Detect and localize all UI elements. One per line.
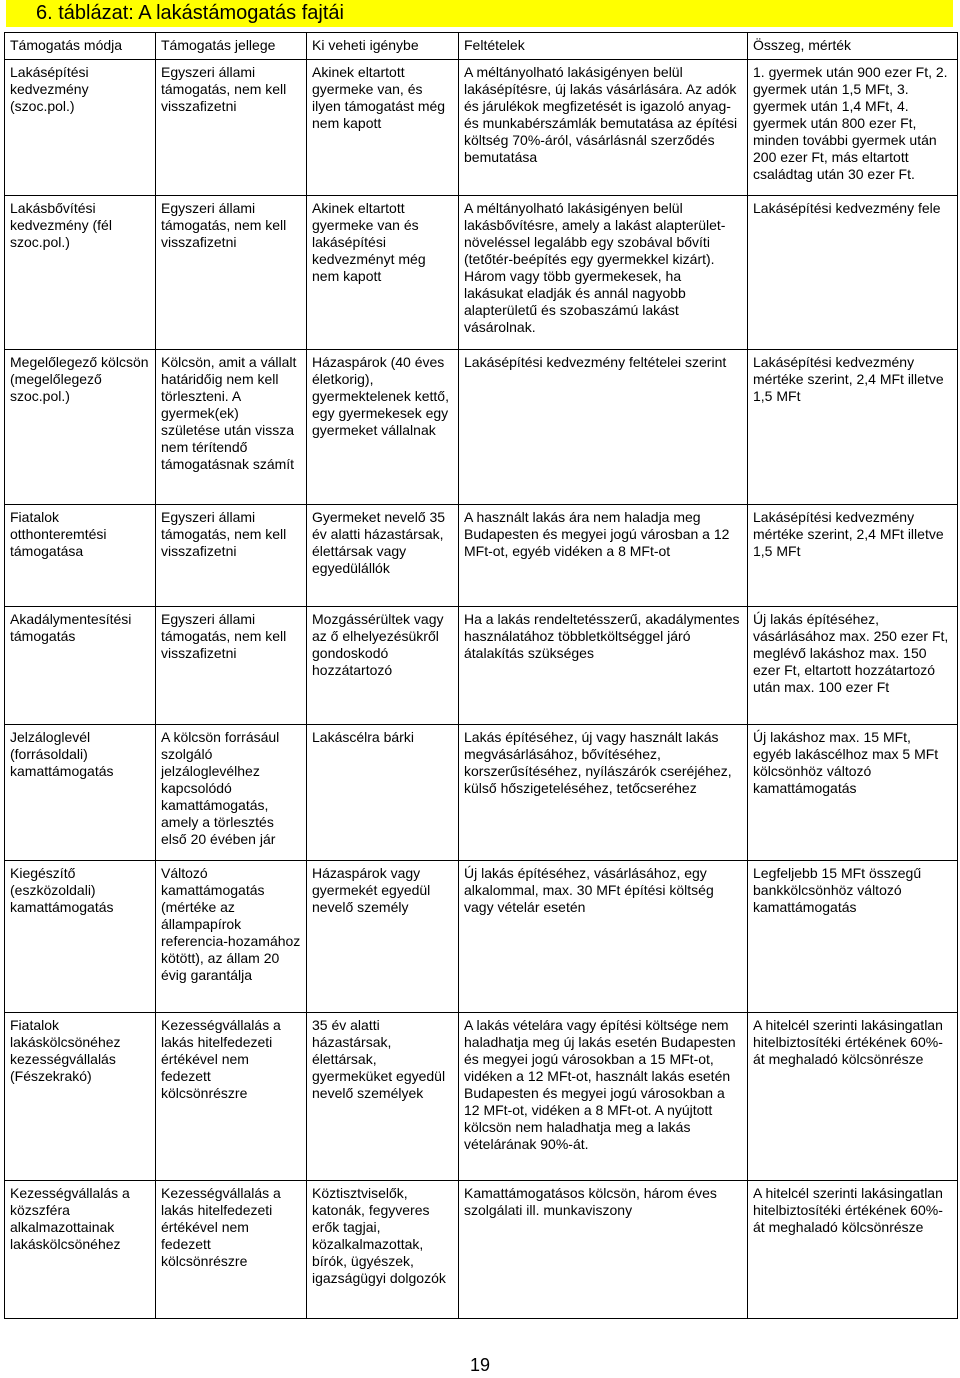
amount-cell: Lakásépítési kedvezmény fele bbox=[748, 196, 958, 350]
eligibility-cell: Akinek eltartott gyermeke van, és ilyen támogatást még nem kapott bbox=[307, 60, 459, 196]
eligibility-cell: Mozgássérültek vagy az ő elhelyezésükről gondoskodó hozzátartozó bbox=[307, 607, 459, 725]
support-nature-cell: Egyszeri állami támogatás, nem kell visszafizetni bbox=[156, 505, 307, 607]
table-row bbox=[5, 607, 958, 725]
eligibility-cell: Köztisztviselők, katonák, fegyveres erők tagjai, közalkalmazottak, bírók, ügyészek, igazságügyi dolgozók bbox=[307, 1181, 459, 1319]
conditions-cell: A lakás vételára vagy építési költsége nem haladhatja meg új lakás esetén Budapesten és megyei jogú városokban a 15 MFt-ot, vidéken a 12 MFt-ot, használt lakás esetén Budapesten és megyei jogú városokban a 12 MFt-ot, vidéken a 8 MFt-ot. A nyújtott kölcsön nem haladhatja meg a lakás vételárának 90%-át. bbox=[459, 1013, 748, 1181]
support-type-cell: Megelőlegező kölcsön (megelőlegező szoc.pol.) bbox=[5, 350, 156, 505]
table-row bbox=[5, 505, 958, 607]
table-row bbox=[5, 725, 958, 861]
table-row bbox=[5, 196, 958, 350]
support-nature-cell: Kölcsön, amit a vállalt határidőig nem kell törleszteni. A gyermek(ek) születése után vissza nem térítendő támogatásnak számít bbox=[156, 350, 307, 505]
conditions-cell: A méltányolható lakásigényen belül lakásépítésre, új lakás vásárlására. Az adók és járulékok megfizetését is igazoló anyag- és munkabérszámlák bemutatása az építési költség 70%-áról, vásárlásnál szerződés bemutatása bbox=[459, 60, 748, 196]
amount-cell: Legfeljebb 15 MFt összegű bankkölcsönhöz változó kamattámogatás bbox=[748, 861, 958, 1013]
table-row bbox=[5, 60, 958, 196]
support-type-cell: Fiatalok otthonteremtési támogatása bbox=[5, 505, 156, 607]
amount-cell: Új lakás építéséhez, vásárlásához max. 250 ezer Ft, meglévő lakáshoz max. 150 ezer Ft, eltartott hozzátartozó után max. 100 ezer Ft bbox=[748, 607, 958, 725]
conditions-cell: Lakásépítési kedvezmény feltételei szerint bbox=[459, 350, 748, 505]
support-type-cell: Jelzáloglevél (forrásoldali) kamattámogatás bbox=[5, 725, 156, 861]
eligibility-cell: Házaspárok vagy gyermekét egyedül nevelő személy bbox=[307, 861, 459, 1013]
conditions-cell: A használt lakás ára nem haladja meg Budapesten és megyei jogú városban a 12 MFt-ot, egyéb vidéken a 8 MFt-ot bbox=[459, 505, 748, 607]
housing-support-table bbox=[4, 32, 958, 1319]
eligibility-cell: Lakáscélra bárki bbox=[307, 725, 459, 861]
table-row bbox=[5, 1181, 958, 1319]
amount-cell: Lakásépítési kedvezmény mértéke szerint, 2,4 MFt illetve 1,5 MFt bbox=[748, 505, 958, 607]
conditions-cell: Lakás építéséhez, új vagy használt lakás megvásárlásához, bővítéséhez, korszerűsítéséhez, nyílászárók cseréjéhez, külső hőszigeteléséhez, tetőcseréhez bbox=[459, 725, 748, 861]
support-type-cell: Fiatalok lakáskölcsönéhez kezességvállalás (Fészekrakó) bbox=[5, 1013, 156, 1181]
column-header: Összeg, mérték bbox=[748, 33, 958, 60]
header-row bbox=[5, 33, 958, 60]
support-type-cell: Lakásépítési kedvezmény (szoc.pol.) bbox=[5, 60, 156, 196]
support-nature-cell: Egyszeri állami támogatás, nem kell visszafizetni bbox=[156, 60, 307, 196]
support-type-cell: Kiegészítő (eszközoldali) kamattámogatás bbox=[5, 861, 156, 1013]
column-header: Ki veheti igénybe bbox=[307, 33, 459, 60]
support-nature-cell: Egyszeri állami támogatás, nem kell visszafizetni bbox=[156, 607, 307, 725]
eligibility-cell: Gyermeket nevelő 35 év alatti házastársak, élettársak vagy egyedülállók bbox=[307, 505, 459, 607]
conditions-cell: A méltányolható lakásigényen belül lakásbővítésre, amely a lakást alapterület-növeléssel legalább egy szobával bővíti (tetőtér-beépítés egy gyermekkel kizárt). Három vagy több gyermekesek, ha lakásukat eladják és annál nagyobb alapterületű és szobaszámú lakást vásárolnak. bbox=[459, 196, 748, 350]
table-title: 6. táblázat: A lakástámogatás fajtái bbox=[6, 0, 953, 27]
support-nature-cell: A kölcsön forrásául szolgáló jelzáloglevélhez kapcsolódó kamattámogatás, amely a törlesztés első 20 évében jár bbox=[156, 725, 307, 861]
amount-cell: A hitelcél szerinti lakásingatlan hitelbiztosítéki értékének 60%-át meghaladó kölcsönrésze bbox=[748, 1013, 958, 1181]
support-nature-cell: Kezességvállalás a lakás hitelfedezeti értékével nem fedezett kölcsönrészre bbox=[156, 1013, 307, 1181]
support-type-cell: Akadálymentesítési támogatás bbox=[5, 607, 156, 725]
table-row bbox=[5, 1013, 958, 1181]
column-header: Támogatás jellege bbox=[156, 33, 307, 60]
conditions-cell: Új lakás építéséhez, vásárlásához, egy alkalommal, max. 30 MFt építési költség vagy vételár esetén bbox=[459, 861, 748, 1013]
support-nature-cell: Változó kamattámogatás (mértéke az állampapírok referencia-hozamához kötött), az állam 20 évig garantálja bbox=[156, 861, 307, 1013]
eligibility-cell: 35 év alatti házastársak, élettársak, gyermeküket egyedül nevelő személyek bbox=[307, 1013, 459, 1181]
column-header: Feltételek bbox=[459, 33, 748, 60]
eligibility-cell: Házaspárok (40 éves életkorig), gyermektelenek kettő, egy gyermekesek egy gyermeket vállalnak bbox=[307, 350, 459, 505]
support-type-cell: Kezességvállalás a közszféra alkalmazottainak lakáskölcsönéhez bbox=[5, 1181, 156, 1319]
page-number: 19 bbox=[469, 1355, 491, 1375]
support-nature-cell: Egyszeri állami támogatás, nem kell visszafizetni bbox=[156, 196, 307, 350]
amount-cell: Lakásépítési kedvezmény mértéke szerint, 2,4 MFt illetve 1,5 MFt bbox=[748, 350, 958, 505]
table-row bbox=[5, 861, 958, 1013]
support-nature-cell: Kezességvállalás a lakás hitelfedezeti értékével nem fedezett kölcsönrészre bbox=[156, 1181, 307, 1319]
table-row bbox=[5, 350, 958, 505]
eligibility-cell: Akinek eltartott gyermeke van és lakásépítési kedvezményt még nem kapott bbox=[307, 196, 459, 350]
support-type-cell: Lakásbővítési kedvezmény (fél szoc.pol.) bbox=[5, 196, 156, 350]
amount-cell: A hitelcél szerinti lakásingatlan hitelbiztosítéki értékének 60%-át meghaladó kölcsönrésze bbox=[748, 1181, 958, 1319]
amount-cell: 1. gyermek után 900 ezer Ft, 2. gyermek után 1,5 MFt, 3. gyermek után 1,4 MFt, 4. gyermek után 800 ezer Ft, minden további gyermek után 200 ezer Ft, más eltartott családtag után 30 ezer Ft. bbox=[748, 60, 958, 196]
conditions-cell: Kamattámogatásos kölcsön, három éves szolgálati ill. munkaviszony bbox=[459, 1181, 748, 1319]
amount-cell: Új lakáshoz max. 15 MFt, egyéb lakáscélhoz max 5 MFt kölcsönhöz változó kamattámogatás bbox=[748, 725, 958, 861]
column-header: Támogatás módja bbox=[5, 33, 156, 60]
conditions-cell: Ha a lakás rendeltetésszerű, akadálymentes használatához többletköltséggel járó átalakítás szükséges bbox=[459, 607, 748, 725]
